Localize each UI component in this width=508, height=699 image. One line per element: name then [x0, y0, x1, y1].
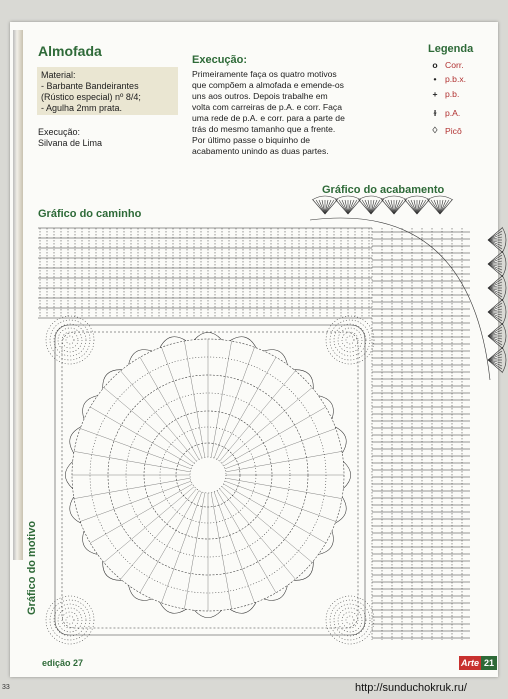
legend-label: p.b. [445, 89, 460, 99]
path-grid-top [38, 228, 372, 318]
legend-label: Picô [445, 125, 462, 136]
legend-label: p.A. [445, 108, 461, 118]
double-crochet-icon: ɫ [433, 108, 437, 118]
legend-heading: Legenda [428, 43, 474, 55]
execution-line: acabamento unindo as duas partes. [192, 146, 329, 156]
execution-line: uns aos outros. Depois trabalhe em [192, 91, 328, 101]
execution-line: que compõem a almofada e emende-os [192, 80, 344, 90]
material-line: - Barbante Bandeirantes [41, 81, 139, 91]
legend-label: p.b.x. [445, 74, 467, 84]
edition-label: edição 27 [42, 658, 84, 668]
magazine-logo [459, 656, 497, 670]
path-chart-heading: Gráfico do caminho [38, 208, 142, 220]
slip-stitch-icon: • [433, 74, 437, 84]
execution-line: Por último passe o biquinho de [192, 135, 311, 145]
chain-icon: o [432, 60, 438, 70]
finishing-chart-heading: Gráfico do acabamento [322, 184, 445, 196]
execution-line: uma rede de p.A. e corr. para a parte de [192, 113, 345, 123]
motif-chart-heading: Gráfico do motivo [26, 520, 38, 615]
corner-mark: 33 [2, 684, 10, 691]
watermark-url: http://sunduchokruk.ru/ [355, 682, 467, 694]
credit-label: Execução: [38, 127, 81, 137]
material-line: Material: [41, 70, 76, 80]
material-line: (Rústico especial) nº 8/4; [41, 92, 141, 102]
material-line: - Agulha 2mm prata. [41, 103, 123, 113]
execution-line: trás do mesmo tamanho que a frente. [192, 124, 336, 134]
page-title: Almofada [38, 43, 102, 59]
logo-text: Arte [460, 658, 479, 668]
execution-line: Primeiramente faça os quatro motivos [192, 69, 337, 79]
picot-icon: ♢ [431, 125, 439, 135]
single-crochet-icon: + [432, 89, 438, 99]
motif-diagram [46, 316, 374, 644]
legend-label: Corr. [445, 60, 464, 70]
execution-line: volta com carreiras de p.A. e corr. Faça [192, 102, 342, 112]
path-grid-right [372, 228, 470, 640]
credit-name: Silvana de Lima [38, 138, 103, 148]
page-number: 21 [481, 656, 497, 670]
execution-heading: Execução: [192, 54, 248, 66]
